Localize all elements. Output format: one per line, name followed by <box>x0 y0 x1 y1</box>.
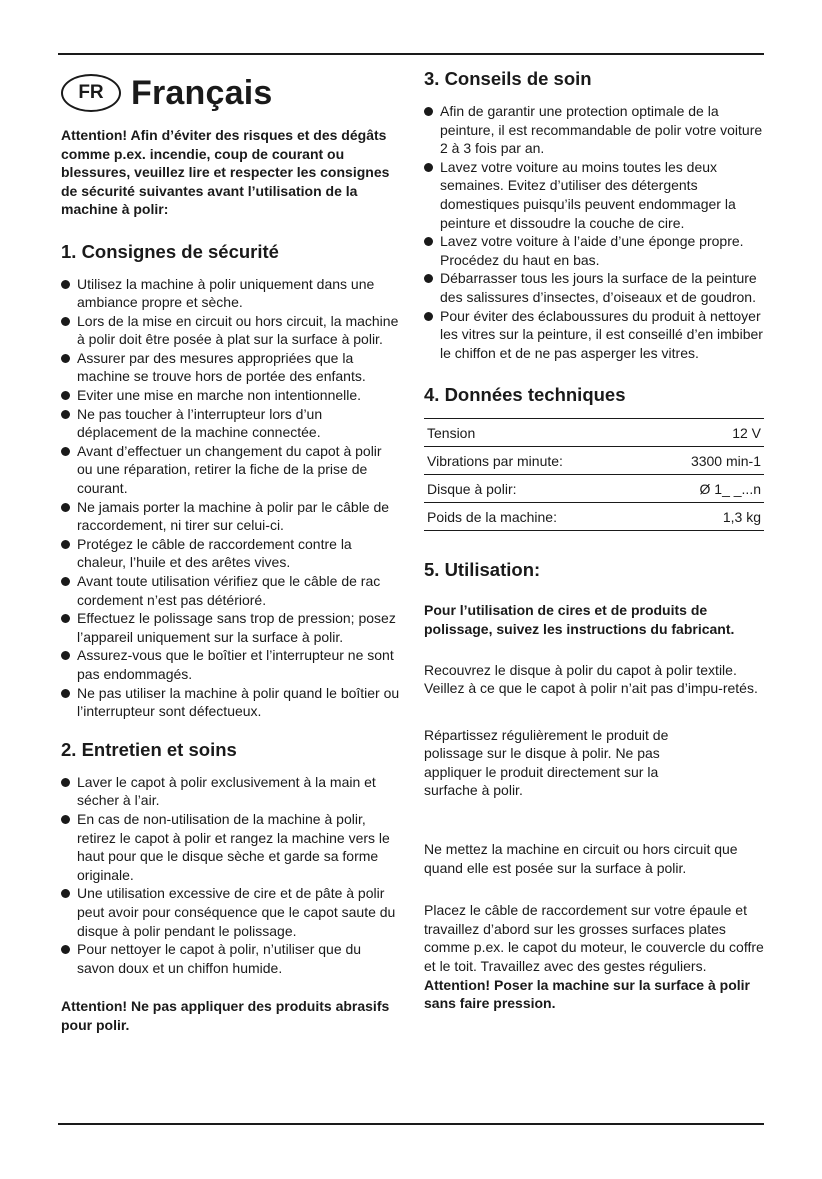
list-item: Pour nettoyer le capot à polir, n’utiliser que du savon doux et un chiffon humide. <box>61 940 401 977</box>
care-list <box>424 102 764 362</box>
language-badge: FR <box>61 74 121 112</box>
spec-value: 1,3 kg <box>645 503 764 531</box>
bottom-rule <box>58 1123 764 1125</box>
section-safety <box>61 241 401 721</box>
spec-value: 3300 min-1 <box>645 447 764 475</box>
spec-value: Ø 1_ _...n <box>645 475 764 503</box>
spec-label: Vibrations par minute: <box>424 447 645 475</box>
section-maintenance <box>61 739 401 1035</box>
section-title: 4. Données techniques <box>424 384 626 406</box>
list-item: Pour éviter des éclaboussures du produit à nettoyer les vitres sur la peinture, il est conseillé d’en imbiber le chiffon et de ne pas asperger les vitres. <box>424 307 764 363</box>
section-usage <box>424 559 764 1013</box>
maintenance-list <box>61 773 401 978</box>
list-item: Afin de garantir une protection optimale de la peinture, il est recommandable de polir votre voiture 2 à 3 fois par an. <box>424 102 764 158</box>
left-column <box>61 68 401 1034</box>
table-row <box>424 447 764 475</box>
list-item: Ne pas toucher à l’interrupteur lors d’un déplacement de la machine connectée. <box>61 405 401 442</box>
list-item: Protégez le câble de raccordement contre la chaleur, l’huile et des arêtes vives. <box>61 535 401 572</box>
list-item: Une utilisation excessive de cire et de pâte à polir peut avoir pour conséquence que le capot saute du disque à polir pendant le polissage. <box>61 884 401 940</box>
list-item: Avant toute utilisation vérifiez que le câble de rac cordement n’est pas détérioré. <box>61 572 401 609</box>
list-item: Effectuez le polissage sans trop de pression; posez l’appareil uniquement sur la surface à polir. <box>61 609 401 646</box>
safety-list <box>61 275 401 721</box>
list-item: Utilisez la machine à polir uniquement dans une ambiance propre et sèche. <box>61 275 401 312</box>
list-item: Laver le capot à polir exclusivement à la main et sécher à l’air. <box>61 773 401 810</box>
list-item: Ne pas utiliser la machine à polir quand le boîtier ou l’interrupteur sont défectueux. <box>61 684 401 721</box>
usage-warning: Attention! Poser la machine sur la surface à polir sans faire pression. <box>424 976 750 1012</box>
table-row <box>424 419 764 447</box>
list-item: Lavez votre voiture à l’aide d’une éponge propre. Procédez du haut en bas. <box>424 232 764 269</box>
right-column <box>424 68 764 1013</box>
usage-intro: Pour l’utilisation de cires et de produits de polissage, suivez les instructions du fabricant. <box>424 602 735 637</box>
list-item: Assurer par des mesures appropriées que la machine se trouve hors de portée des enfants. <box>61 349 401 386</box>
list-item: En cas de non-utilisation de la machine à polir, retirez le capot à polir et rangez la machine vers le haut pour que le disque sèche et garde sa forme originale. <box>61 810 401 884</box>
usage-paragraph: Ne mettez la machine en circuit ou hors circuit que quand elle est posée sur la surface à polir. <box>424 841 738 876</box>
spec-label: Tension <box>424 419 645 447</box>
page-title: Français <box>131 73 273 112</box>
spec-label: Poids de la machine: <box>424 503 645 531</box>
spec-label: Disque à polir: <box>424 475 645 503</box>
spec-value: 12 V <box>645 419 764 447</box>
language-header <box>61 68 401 118</box>
section-technical-data <box>424 384 764 531</box>
abrasive-warning: Attention! Ne pas appliquer des produits abrasifs pour polir. <box>61 998 390 1033</box>
section-title: 2. Entretien et soins <box>61 738 237 760</box>
usage-paragraph: Recouvrez le disque à polir du capot à polir textile. Veillez à ce que le capot à polir n’ait pas d’impu-retés. <box>424 661 758 697</box>
section-care-tips <box>424 68 764 362</box>
list-item: Assurez-vous que le boîtier et l’interrupteur ne sont pas endommagés. <box>61 646 401 683</box>
list-item: Lors de la mise en circuit ou hors circuit, la machine à polir doit être posée à plat sur la surface à polir. <box>61 312 401 349</box>
section-title: 3. Conseils de soin <box>424 68 592 89</box>
section-title: 1. Consignes de sécurité <box>61 240 279 262</box>
list-item: Eviter une mise en marche non intentionnelle. <box>61 386 401 405</box>
usage-paragraph: Répartissez régulièrement le produit de polissage sur le disque à polir. Ne pas appliquer le produit directement sur la surfache à polir. <box>424 726 669 799</box>
table-row <box>424 503 764 531</box>
list-item: Ne jamais porter la machine à polir par le câble de raccordement, ni tirer sur celui-ci. <box>61 498 401 535</box>
technical-data-table <box>424 418 764 531</box>
table-row <box>424 475 764 503</box>
list-item: Débarrasser tous les jours la surface de la peinture des salissures d’insectes, d’oiseaux et de goudron. <box>424 269 764 306</box>
usage-paragraph: Placez le câble de raccordement sur votre épaule et travaillez d’abord sur les grosses surfaces plates comme p.ex. le capot du moteur, le couvercle du coffre et le toit. Travaillez avec des gestes réguliers. <box>424 902 764 975</box>
safety-intro: Attention! Afin d’éviter des risques et des dégâts comme p.ex. incendie, coup de courant ou blessures, veuillez lire et respecter les consignes de sécurité suivantes avant l’utilisation de la machine à polir: <box>61 127 390 217</box>
list-item: Lavez votre voiture au moins toutes les deux semaines. Evitez d’utiliser des détergents domestiques puisqu’ils peuvent endommager la peinture et dissoudre la couche de cire. <box>424 158 764 232</box>
top-rule <box>58 53 764 55</box>
list-item: Avant d’effectuer un changement du capot à polir ou une réparation, retirer la fiche de la prise de courant. <box>61 442 401 498</box>
section-title: 5. Utilisation: <box>424 559 541 581</box>
